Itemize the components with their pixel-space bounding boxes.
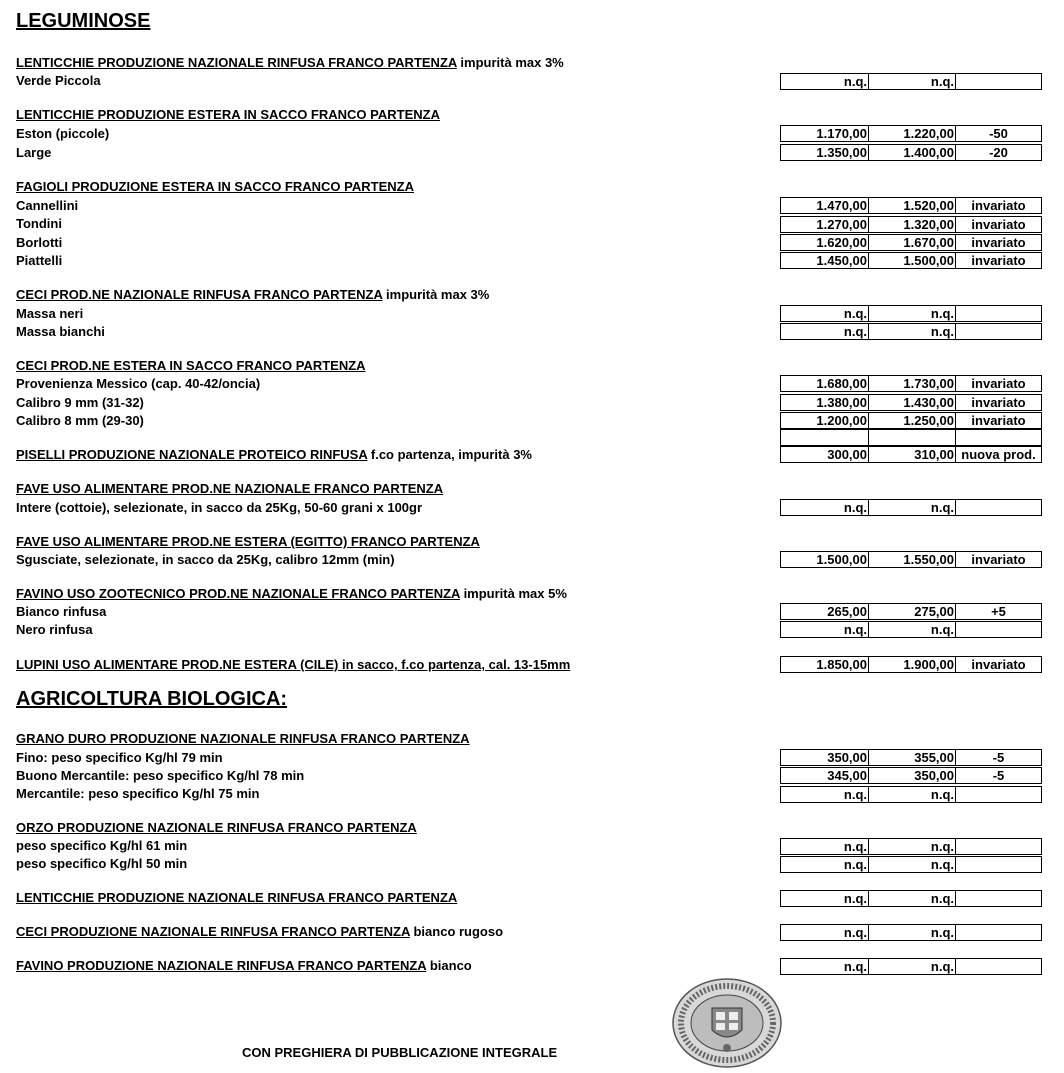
price-variation xyxy=(956,622,1041,637)
price-max: n.q. xyxy=(869,925,956,940)
price-variation: invariato xyxy=(971,217,1026,232)
price-max: 310,00 xyxy=(869,447,956,462)
price-max: n.q. xyxy=(869,959,956,974)
row-label: Sgusciate, selezionate, in sacco da 25Kg, calibro 12mm (min) xyxy=(16,552,395,567)
section-title: GRANO DURO PRODUZIONE NAZIONALE RINFUSA FRANCO PARTENZA xyxy=(16,731,470,746)
section-title: LENTICCHIE PRODUZIONE ESTERA IN SACCO FRANCO PARTENZA xyxy=(16,107,440,122)
price-row xyxy=(780,499,1042,516)
price-max: 1.400,00 xyxy=(869,145,956,160)
price-min: 1.380,00 xyxy=(781,395,869,410)
price-min: 1.350,00 xyxy=(781,145,869,160)
price-min: n.q. xyxy=(781,959,869,974)
price-variation: invariato xyxy=(971,198,1026,213)
row-label: Fino: peso specifico Kg/hl 79 min xyxy=(16,750,223,765)
section-title: FAVINO PRODUZIONE NAZIONALE RINFUSA FRANCO PARTENZA bianco xyxy=(16,958,472,973)
heading-leguminose: LEGUMINOSE xyxy=(16,10,151,32)
row-label: Verde Piccola xyxy=(16,73,101,88)
price-min: 345,00 xyxy=(781,768,869,783)
price-min: n.q. xyxy=(781,925,869,940)
price-min: 1.270,00 xyxy=(781,217,869,232)
price-variation xyxy=(956,500,1041,515)
price-max: 1.900,00 xyxy=(869,657,956,672)
price-row xyxy=(780,958,1042,975)
price-row xyxy=(780,305,1042,322)
price-min: 1.620,00 xyxy=(781,235,869,250)
row-label: Massa bianchi xyxy=(16,324,105,339)
section-title: LENTICCHIE PRODUZIONE NAZIONALE RINFUSA FRANCO PARTENZA xyxy=(16,890,458,905)
price-max: 350,00 xyxy=(869,768,956,783)
price-min: n.q. xyxy=(781,74,869,89)
price-variation xyxy=(956,74,1041,89)
price-variation: invariato xyxy=(971,235,1026,250)
price-max: 1.520,00 xyxy=(869,198,956,213)
price-variation xyxy=(956,891,1041,906)
price-min: 1.680,00 xyxy=(781,376,869,391)
price-max: n.q. xyxy=(869,324,956,339)
row-label: Eston (piccole) xyxy=(16,126,110,141)
price-min: n.q. xyxy=(781,500,869,515)
price-row xyxy=(780,603,1042,620)
price-row xyxy=(780,323,1042,340)
price-row xyxy=(780,216,1042,233)
price-row xyxy=(780,234,1042,251)
price-row xyxy=(780,767,1042,784)
price-max: 1.730,00 xyxy=(869,376,956,391)
row-label: Massa neri xyxy=(16,306,84,321)
price-min: 1.500,00 xyxy=(781,552,869,567)
row-label: Bianco rinfusa xyxy=(16,604,107,619)
price-max: 275,00 xyxy=(869,604,956,619)
price-row xyxy=(780,412,1042,429)
price-max: 1.500,00 xyxy=(869,253,956,268)
price-variation xyxy=(956,839,1041,854)
price-row xyxy=(780,252,1042,269)
price-variation xyxy=(956,959,1041,974)
price-variation xyxy=(956,857,1041,872)
price-variation: +5 xyxy=(991,604,1006,619)
section-title: CECI PROD.NE ESTERA IN SACCO FRANCO PARTENZA xyxy=(16,358,366,373)
price-row xyxy=(780,749,1042,766)
row-label: Calibro 8 mm (29-30) xyxy=(16,413,144,428)
section-title: FAVE USO ALIMENTARE PROD.NE ESTERA (EGITTO) FRANCO PARTENZA xyxy=(16,534,480,549)
row-label: Intere (cottoie), selezionate, in sacco da 25Kg, 50-60 grani x 100gr xyxy=(16,500,423,515)
row-label: Piattelli xyxy=(16,253,63,268)
row-label: Buono Mercantile: peso specifico Kg/hl 78 min xyxy=(16,768,305,783)
price-min: 1.450,00 xyxy=(781,253,869,268)
price-row xyxy=(780,144,1042,161)
price-max: n.q. xyxy=(869,500,956,515)
price-row xyxy=(780,73,1042,90)
price-min: n.q. xyxy=(781,306,869,321)
price-max: n.q. xyxy=(869,787,956,802)
price-variation: -5 xyxy=(992,750,1005,765)
price-row xyxy=(780,621,1042,638)
price-min: n.q. xyxy=(781,622,869,637)
price-max: n.q. xyxy=(869,891,956,906)
price-min xyxy=(781,430,869,445)
price-variation xyxy=(956,430,1041,445)
row-label: peso specifico Kg/hl 61 min xyxy=(16,838,188,853)
price-min: n.q. xyxy=(781,324,869,339)
price-max: 1.550,00 xyxy=(869,552,956,567)
row-label: Mercantile: peso specifico Kg/hl 75 min xyxy=(16,786,260,801)
price-row xyxy=(780,856,1042,873)
price-min: 1.200,00 xyxy=(781,413,869,428)
price-min: 1.470,00 xyxy=(781,198,869,213)
price-min: 350,00 xyxy=(781,750,869,765)
price-row xyxy=(780,551,1042,568)
price-variation: -50 xyxy=(989,126,1008,141)
price-min: 1.850,00 xyxy=(781,657,869,672)
price-row xyxy=(780,890,1042,907)
price-variation: invariato xyxy=(971,552,1026,567)
price-row xyxy=(780,125,1042,142)
price-row xyxy=(780,786,1042,803)
price-variation: nuova prod. xyxy=(961,447,1036,462)
heading-agricoltura-biologica: AGRICOLTURA BIOLOGICA: xyxy=(16,688,288,710)
price-variation: invariato xyxy=(971,376,1026,391)
price-row xyxy=(780,375,1042,392)
row-label: Cannellini xyxy=(16,198,79,213)
row-label: Provenienza Messico (cap. 40-42/oncia) xyxy=(16,376,261,391)
price-variation: invariato xyxy=(971,657,1026,672)
price-min: 265,00 xyxy=(781,604,869,619)
price-row xyxy=(780,429,1042,446)
price-min: n.q. xyxy=(781,839,869,854)
section-title: ORZO PRODUZIONE NAZIONALE RINFUSA FRANCO PARTENZA xyxy=(16,820,417,835)
price-variation: -20 xyxy=(989,145,1008,160)
price-max: n.q. xyxy=(869,839,956,854)
row-label: Borlotti xyxy=(16,235,63,250)
price-variation: invariato xyxy=(971,395,1026,410)
price-variation: invariato xyxy=(971,253,1026,268)
price-max: n.q. xyxy=(869,622,956,637)
section-title: FAVE USO ALIMENTARE PROD.NE NAZIONALE FRANCO PARTENZA xyxy=(16,481,444,496)
price-variation xyxy=(956,306,1041,321)
section-title: CECI PRODUZIONE NAZIONALE RINFUSA FRANCO PARTENZA bianco rugoso xyxy=(16,924,504,939)
price-variation xyxy=(956,787,1041,802)
row-label: Tondini xyxy=(16,216,62,231)
official-seal-icon xyxy=(672,978,782,1068)
price-max: 1.250,00 xyxy=(869,413,956,428)
price-min: n.q. xyxy=(781,787,869,802)
price-row xyxy=(780,197,1042,214)
price-variation xyxy=(956,925,1041,940)
price-max xyxy=(869,430,956,445)
price-max: 355,00 xyxy=(869,750,956,765)
row-label: Nero rinfusa xyxy=(16,622,93,637)
price-row xyxy=(780,656,1042,673)
section-title: LUPINI USO ALIMENTARE PROD.NE ESTERA (CILE) in sacco, f.co partenza, cal. 13-15mm xyxy=(16,657,571,672)
price-row xyxy=(780,838,1042,855)
footer-note: CON PREGHIERA DI PUBBLICAZIONE INTEGRALE xyxy=(242,1045,558,1060)
section-title: PISELLI PRODUZIONE NAZIONALE PROTEICO RINFUSA f.co partenza, impurità 3% xyxy=(16,447,532,462)
price-max: n.q. xyxy=(869,857,956,872)
row-label: peso specifico Kg/hl 50 min xyxy=(16,856,188,871)
price-variation: invariato xyxy=(971,413,1026,428)
price-row xyxy=(780,924,1042,941)
section-title: FAGIOLI PRODUZIONE ESTERA IN SACCO FRANCO PARTENZA xyxy=(16,179,414,194)
price-variation: -5 xyxy=(992,768,1005,783)
price-row xyxy=(780,446,1042,463)
section-title: CECI PROD.NE NAZIONALE RINFUSA FRANCO PARTENZA impurità max 3% xyxy=(16,287,490,302)
price-variation xyxy=(956,324,1041,339)
price-min: n.q. xyxy=(781,891,869,906)
price-max: 1.670,00 xyxy=(869,235,956,250)
price-max: 1.320,00 xyxy=(869,217,956,232)
price-max: 1.220,00 xyxy=(869,126,956,141)
row-label: Large xyxy=(16,145,52,160)
price-min: 300,00 xyxy=(781,447,869,462)
section-title: FAVINO USO ZOOTECNICO PROD.NE NAZIONALE FRANCO PARTENZA impurità max 5% xyxy=(16,586,567,601)
price-row xyxy=(780,394,1042,411)
price-max: n.q. xyxy=(869,306,956,321)
price-min: 1.170,00 xyxy=(781,126,869,141)
section-title: LENTICCHIE PRODUZIONE NAZIONALE RINFUSA FRANCO PARTENZA impurità max 3% xyxy=(16,55,564,70)
row-label: Calibro 9 mm (31-32) xyxy=(16,395,144,410)
price-min: n.q. xyxy=(781,857,869,872)
price-max: n.q. xyxy=(869,74,956,89)
price-max: 1.430,00 xyxy=(869,395,956,410)
